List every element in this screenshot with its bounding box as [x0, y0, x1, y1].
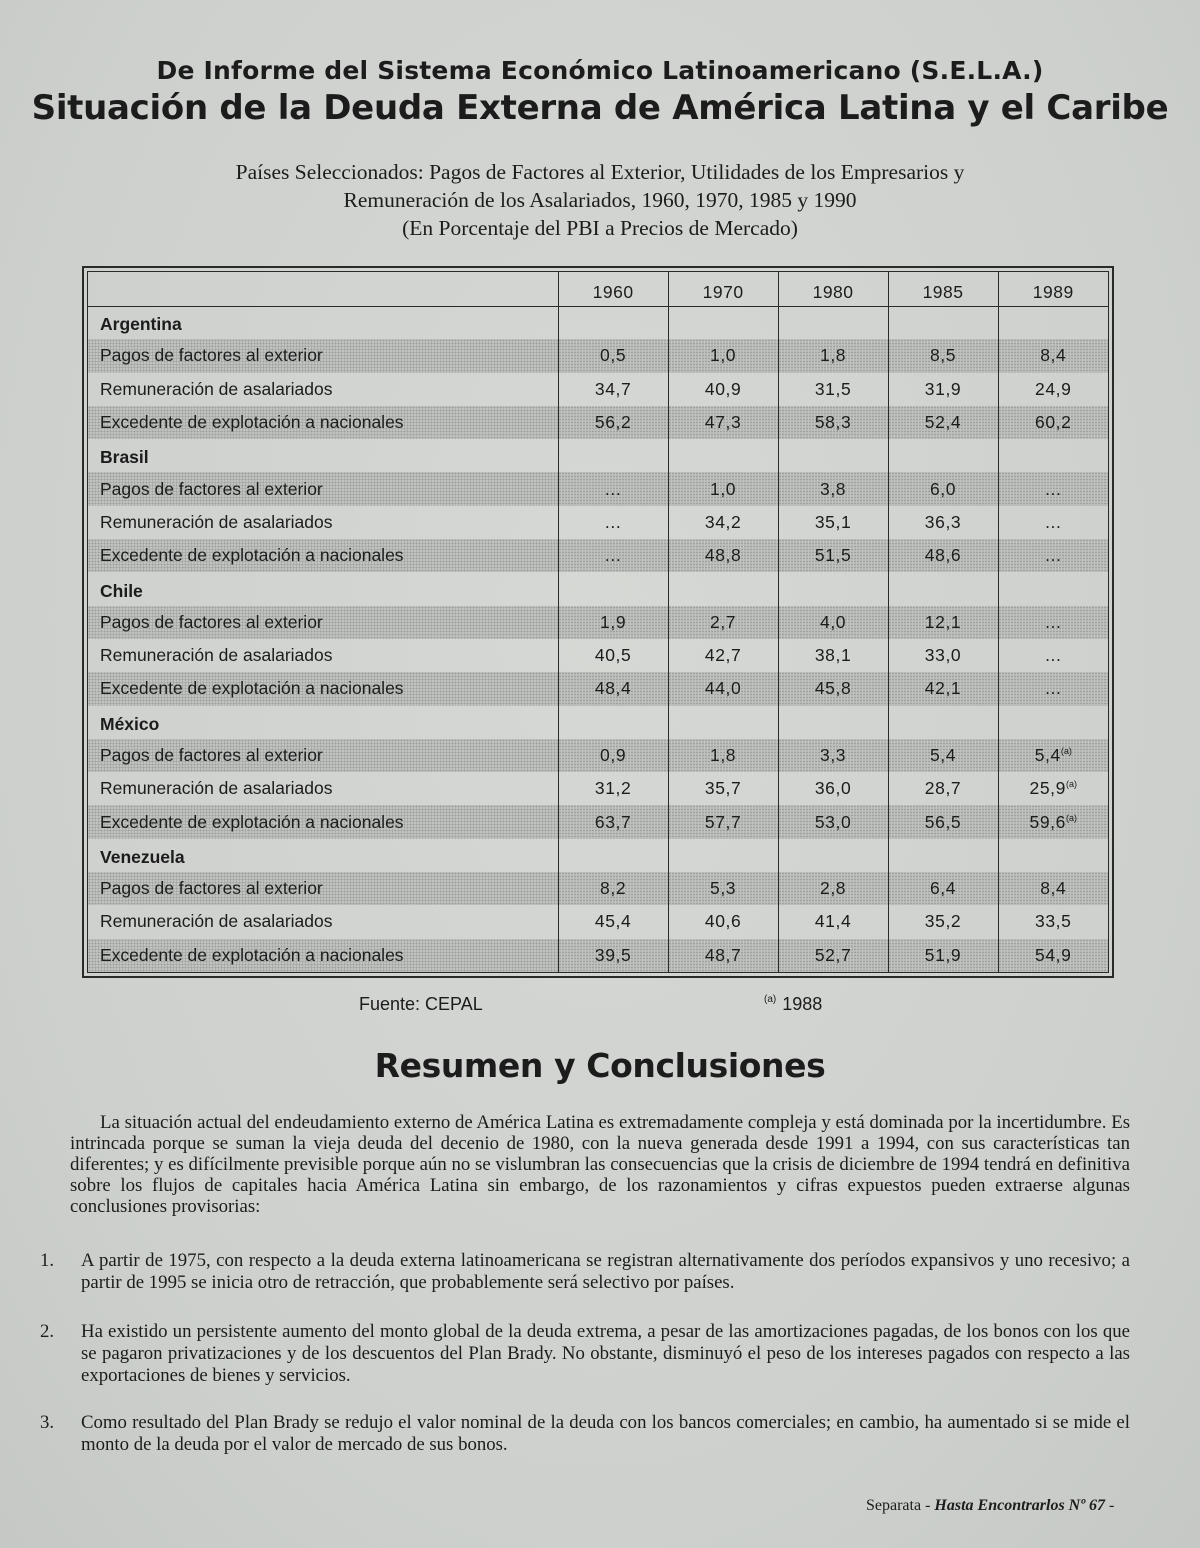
country-row [88, 706, 1108, 739]
row-label: Remuneración de asalariados [100, 378, 333, 399]
cell-value: 52,4 [924, 412, 962, 433]
value-cell [668, 539, 778, 572]
value-cell [668, 905, 778, 938]
cell-value: 54,9 [1035, 944, 1072, 965]
value-cell [668, 506, 778, 539]
value-cell [558, 506, 668, 539]
row-label: Remuneración de asalariados [100, 645, 333, 666]
section-title: Resumen y Conclusiones [374, 1046, 826, 1085]
row-label: Pagos de factores al exterior [88, 472, 558, 505]
value-cell [998, 506, 1108, 539]
header-year: 1960 [558, 272, 668, 306]
conclusion-item [40, 1321, 1130, 1387]
value-cell [998, 805, 1108, 838]
value-cell [778, 339, 888, 372]
value-cell [998, 905, 1108, 938]
value-cell [998, 472, 1108, 505]
footnote-ref: (a) [1065, 779, 1077, 790]
cell-value: 40,9 [704, 378, 742, 399]
value-cell [778, 506, 888, 539]
row-label: Excedente de explotación a nacionales [88, 805, 558, 838]
empty-cell [998, 439, 1108, 472]
cell-value: ... [1045, 611, 1062, 632]
cell-value: ... [604, 545, 622, 566]
value-cell [778, 672, 888, 705]
cell-value: 5,4 [929, 745, 957, 765]
empty-cell [778, 706, 888, 739]
value-cell [998, 939, 1108, 972]
cell-value: 28,7 [924, 778, 962, 799]
row-label: Pagos de factores al exterior [88, 339, 558, 372]
value-cell [888, 339, 998, 372]
caption-line-3: (En Porcentaje del PBI a Precios de Mercado) [402, 216, 798, 240]
conclusion-text: Como resultado del Plan Brady se redujo el valor nominal de la deuda con los bancos comerciales; en cambio, ha aumentado si se mide el monto de la deuda por el valor de mercado de sus bonos. [81, 1412, 1130, 1455]
cell-value: 63,7 [594, 811, 632, 832]
table-row [88, 472, 1108, 505]
value-cell [778, 639, 888, 672]
cell-value: ... [1045, 511, 1062, 532]
header-year: 1989 [998, 272, 1108, 306]
header-label-cell [88, 272, 558, 306]
row-label: Excedente de explotación a nacionales [88, 406, 558, 439]
footnote-ref: (a) [1060, 746, 1072, 756]
footer-publication: Hasta Encontrarlos Nº 67 [934, 1497, 1106, 1514]
empty-cell [998, 706, 1108, 739]
value-cell [558, 772, 668, 805]
value-cell [888, 805, 998, 838]
cell-value: 0,9 [600, 745, 627, 765]
table-row [88, 506, 1108, 539]
cell-value: 38,1 [814, 645, 852, 666]
value-cell [888, 539, 998, 572]
value-cell [668, 672, 778, 705]
data-table-frame [82, 266, 1114, 978]
row-label: Pagos de factores al exterior [88, 606, 558, 639]
header-year: 1985 [888, 272, 998, 306]
value-cell [998, 872, 1108, 905]
data-table-inner-frame [87, 271, 1109, 973]
cell-value: 8,2 [600, 878, 627, 899]
cell-value: 34,2 [704, 511, 742, 532]
value-cell [558, 406, 668, 439]
cell-value: 3,3 [819, 745, 847, 765]
value-cell [668, 639, 778, 672]
value-cell [668, 939, 778, 972]
value-cell [998, 539, 1108, 572]
footer-prefix: Separata - [866, 1497, 935, 1514]
value-cell [888, 672, 998, 705]
intro-paragraph: La situación actual del endeudamiento externo de América Latina es extremadamente compleja y está dominada por la incertidumbre. Es intrincada porque se suman la vieja deuda del decenio de 1980, con la nueva generada desde 1991 a 1994, con sus características tan diferentes; y es difícilmente previsible porque aún no se vislumbran las consecuencias que la crisis de diciembre de 1994 tendrá en definitiva sobre los flujos de capitales hacia América Latina sin embargo, de los razonamientos y cifras expuestos pueden extraerse algunas conclusiones provisorias: [70, 1112, 1130, 1217]
empty-cell [998, 572, 1108, 605]
cell-value: ... [1045, 478, 1062, 499]
empty-cell [778, 572, 888, 605]
value-cell [888, 639, 998, 672]
value-cell [558, 905, 668, 938]
value-cell [558, 639, 668, 672]
cell-value: 33,5 [1035, 911, 1072, 932]
cell-value: 31,9 [924, 378, 962, 399]
country-row [88, 572, 1108, 605]
cell-value: 40,6 [704, 911, 742, 932]
empty-cell [998, 306, 1108, 339]
row-label: Remuneración de asalariados [100, 511, 333, 532]
empty-cell [558, 306, 668, 339]
value-cell [558, 739, 668, 772]
table-row [88, 539, 1108, 572]
table-row [88, 905, 1108, 938]
value-cell [668, 373, 778, 406]
value-cell [998, 606, 1108, 639]
page-footer [866, 1497, 1114, 1515]
value-cell [558, 939, 668, 972]
empty-cell [778, 306, 888, 339]
cell-value: 1,9 [600, 611, 627, 632]
cell-value: 47,3 [704, 412, 742, 433]
value-cell [558, 805, 668, 838]
table-header-row [88, 272, 1108, 306]
conclusion-text: A partir de 1975, con respecto a la deuda externa latinoamericana se registran alternativamente dos períodos expansivos y uno recesivo; a partir de 1995 se inicia otro de retracción, que probablemente será selectivo por países. [81, 1250, 1130, 1293]
table-row [88, 739, 1108, 772]
cell-value: 52,7 [814, 944, 852, 965]
cell-value: 6,4 [929, 878, 957, 899]
caption-line-2: Remuneración de los Asalariados, 1960, 1970, 1985 y 1990 [343, 188, 857, 212]
country-name: Venezuela [100, 846, 185, 867]
cell-value: 45,4 [594, 911, 632, 932]
caption-line-1: Países Seleccionados: Pagos de Factores al Exterior, Utilidades de los Empresarios y [235, 160, 965, 184]
value-cell [558, 373, 668, 406]
conclusion-number: 1. [40, 1250, 55, 1271]
country-row [88, 839, 1108, 872]
value-cell [778, 872, 888, 905]
table-row [88, 805, 1108, 838]
value-cell [558, 872, 668, 905]
cell-value: 8,4 [1040, 878, 1067, 899]
empty-cell [998, 839, 1108, 872]
footnote-mark: (a) [764, 994, 777, 1005]
table-footnote [764, 994, 822, 1015]
row-label: Remuneración de asalariados [100, 911, 333, 932]
cell-value: 1,0 [710, 345, 737, 366]
empty-cell [888, 306, 998, 339]
cell-value: 5,3 [710, 878, 737, 899]
value-cell [668, 606, 778, 639]
cell-value: 12,1 [924, 611, 962, 632]
empty-cell [888, 439, 998, 472]
table-caption [0, 158, 1200, 242]
cell-value: ... [1045, 678, 1062, 699]
cell-value: 53,0 [814, 811, 852, 832]
country-row [88, 439, 1108, 472]
cell-value: 31,2 [594, 778, 632, 799]
value-cell [888, 472, 998, 505]
value-cell [668, 805, 778, 838]
cell-value: 42,1 [924, 678, 962, 699]
value-cell [668, 772, 778, 805]
cell-value: 36,3 [924, 511, 962, 532]
table-row [88, 373, 1108, 406]
value-cell [668, 406, 778, 439]
cell-value: 1,8 [710, 745, 737, 765]
value-cell [998, 772, 1108, 805]
row-label: Excedente de explotación a nacionales [88, 672, 558, 705]
empty-cell [888, 706, 998, 739]
value-cell [558, 472, 668, 505]
cell-value: 51,5 [814, 545, 852, 566]
cell-value: 59,6 [1029, 811, 1066, 832]
cell-value: 39,5 [594, 944, 632, 965]
conclusion-number: 3. [40, 1412, 55, 1433]
table-row [88, 406, 1108, 439]
empty-cell [668, 439, 778, 472]
table-row [88, 639, 1108, 672]
empty-cell [668, 572, 778, 605]
value-cell [888, 373, 998, 406]
cell-value: 4,0 [819, 611, 847, 632]
empty-cell [558, 706, 668, 739]
empty-cell [888, 839, 998, 872]
cell-value: 57,7 [704, 811, 742, 832]
value-cell [888, 739, 998, 772]
cell-value: 45,8 [814, 678, 852, 699]
cell-value: 34,7 [594, 378, 632, 399]
cell-value: 35,2 [924, 911, 962, 932]
value-cell [558, 339, 668, 372]
cell-value: 48,6 [924, 545, 962, 566]
value-cell [778, 939, 888, 972]
header-year: 1970 [668, 272, 778, 306]
report-title: Situación de la Deuda Externa de América Latina y el Caribe [31, 88, 1169, 128]
value-cell [888, 506, 998, 539]
table-row [88, 672, 1108, 705]
cell-value: 24,9 [1035, 378, 1072, 399]
footnote-ref: (a) [1065, 812, 1077, 823]
value-cell [778, 472, 888, 505]
value-cell [558, 606, 668, 639]
value-cell [888, 939, 998, 972]
value-cell [668, 472, 778, 505]
cell-value: 56,2 [594, 412, 632, 433]
cell-value: ... [604, 511, 622, 532]
table-row [88, 872, 1108, 905]
cell-value: 48,7 [704, 944, 742, 965]
cell-value: 5,4 [1034, 745, 1061, 765]
table-body [88, 306, 1108, 972]
table-row [88, 606, 1108, 639]
footnote-text: 1988 [782, 994, 823, 1014]
cell-value: 33,0 [924, 645, 962, 666]
value-cell [778, 772, 888, 805]
cell-value: 35,1 [814, 511, 852, 532]
empty-cell [558, 572, 668, 605]
cell-value: ... [1045, 645, 1062, 666]
cell-value: ... [1045, 545, 1062, 566]
cell-value: 1,0 [710, 478, 737, 499]
table-source: Fuente: CEPAL [359, 994, 483, 1014]
value-cell [778, 606, 888, 639]
value-cell [778, 905, 888, 938]
empty-cell [888, 572, 998, 605]
cell-value: 41,4 [814, 911, 852, 932]
cell-value: 58,3 [814, 412, 852, 433]
empty-cell [778, 839, 888, 872]
conclusion-number: 2. [40, 1321, 55, 1342]
value-cell [888, 872, 998, 905]
value-cell [778, 739, 888, 772]
row-label: Excedente de explotación a nacionales [88, 939, 558, 972]
cell-value: 6,0 [929, 478, 957, 499]
empty-cell [668, 706, 778, 739]
cell-value: 60,2 [1035, 412, 1072, 433]
data-table [88, 272, 1108, 972]
empty-cell [668, 306, 778, 339]
cell-value: 40,5 [594, 645, 632, 666]
value-cell [558, 672, 668, 705]
report-subtitle: De Informe del Sistema Económico Latinoamericano (S.E.L.A.) [156, 56, 1044, 85]
value-cell [888, 406, 998, 439]
row-label: Remuneración de asalariados [100, 778, 333, 799]
row-label: Pagos de factores al exterior [88, 739, 558, 772]
row-label: Pagos de factores al exterior [88, 872, 558, 905]
empty-cell [558, 439, 668, 472]
row-label: Excedente de explotación a nacionales [88, 539, 558, 572]
value-cell [778, 805, 888, 838]
table-row [88, 772, 1108, 805]
cell-value: 36,0 [814, 778, 852, 799]
value-cell [998, 739, 1108, 772]
cell-value: 51,9 [924, 944, 962, 965]
conclusion-text: Ha existido un persistente aumento del monto global de la deuda extrema, a pesar de las amortizaciones pagadas, de los bonos con los que se pagaron privatizaciones y de los descuentos del Plan Brady. No obstante, disminuyó el peso de los intereses pagados con respecto a las exportaciones de bienes y servicios. [81, 1321, 1130, 1386]
conclusion-item [40, 1412, 1130, 1456]
value-cell [668, 872, 778, 905]
cell-value: 3,8 [819, 478, 847, 499]
value-cell [668, 739, 778, 772]
table-row [88, 339, 1108, 372]
value-cell [998, 373, 1108, 406]
value-cell [888, 772, 998, 805]
country-name: México [100, 713, 160, 734]
value-cell [888, 905, 998, 938]
value-cell [998, 339, 1108, 372]
cell-value: 2,8 [819, 878, 847, 899]
cell-value: 48,8 [704, 545, 742, 566]
cell-value: 42,7 [704, 645, 742, 666]
value-cell [778, 539, 888, 572]
conclusion-item [40, 1250, 1130, 1294]
value-cell [668, 339, 778, 372]
cell-value: ... [604, 478, 622, 499]
value-cell [998, 406, 1108, 439]
value-cell [998, 672, 1108, 705]
cell-value: 8,4 [1040, 345, 1067, 366]
cell-value: 1,8 [819, 345, 847, 366]
empty-cell [668, 839, 778, 872]
cell-value: 48,4 [594, 678, 632, 699]
country-name: Chile [100, 580, 143, 601]
value-cell [998, 639, 1108, 672]
cell-value: 31,5 [814, 378, 852, 399]
cell-value: 2,7 [710, 611, 737, 632]
cell-value: 56,5 [924, 811, 962, 832]
header-year: 1980 [778, 272, 888, 306]
cell-value: 44,0 [704, 678, 742, 699]
value-cell [778, 373, 888, 406]
cell-value: 0,5 [600, 345, 627, 366]
country-name: Argentina [100, 314, 182, 335]
value-cell [888, 606, 998, 639]
cell-value: 35,7 [704, 778, 742, 799]
value-cell [558, 539, 668, 572]
empty-cell [778, 439, 888, 472]
country-row [88, 306, 1108, 339]
country-name: Brasil [100, 447, 149, 468]
cell-value: 25,9 [1029, 778, 1066, 799]
footer-suffix: - [1105, 1497, 1115, 1514]
table-row [88, 939, 1108, 972]
cell-value: 8,5 [929, 345, 957, 366]
value-cell [778, 406, 888, 439]
empty-cell [558, 839, 668, 872]
